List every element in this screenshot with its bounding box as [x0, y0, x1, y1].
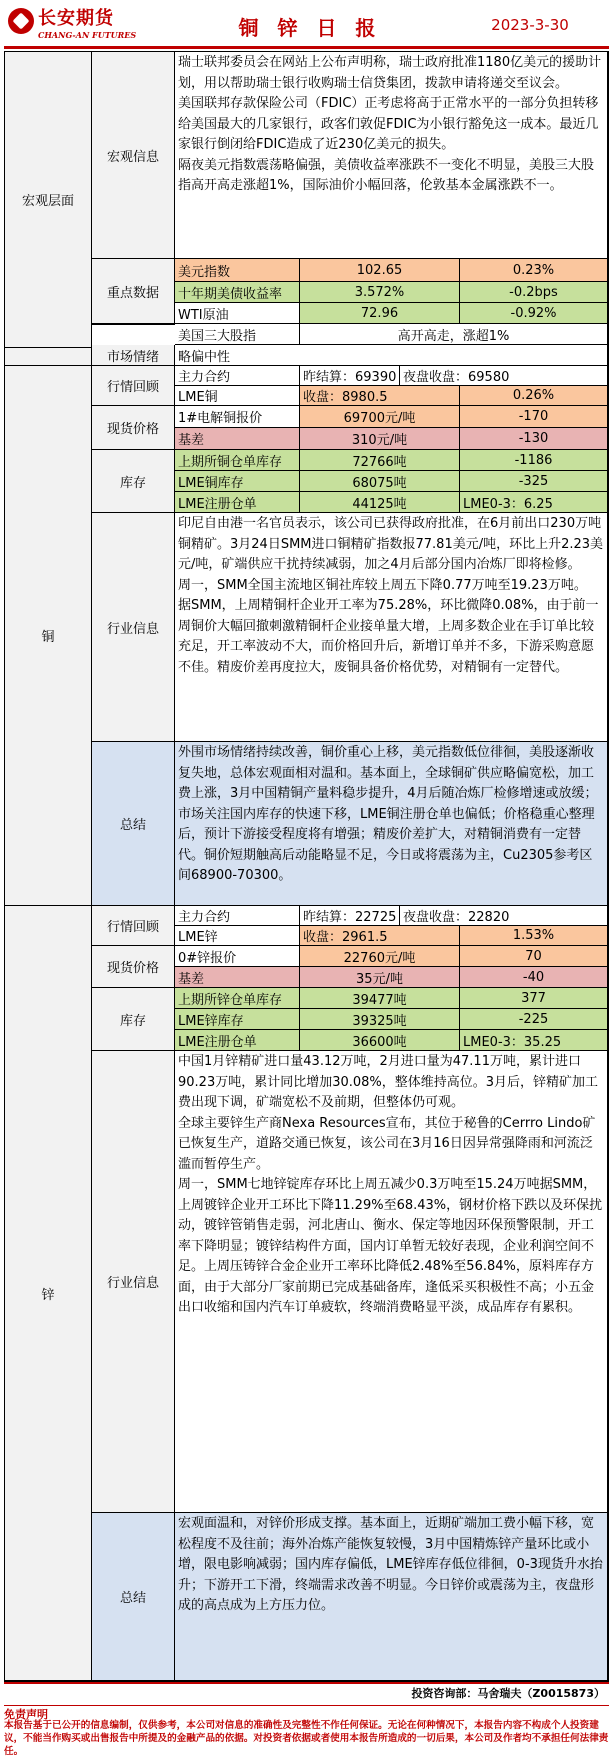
zinc-spot-name: 0#锌报价	[175, 946, 300, 967]
macro-news	[175, 52, 608, 259]
zinc-industry-item: 周一，SMM七地锌锭库存环比上周五减少0.3万吨至15.24万吨据SMM，上周镀锌企业开工环比下降11.29%至68.43%，钢材价格下跌以及环保扰动，镀锌管销售走弱，河北唐山、衡水、保定等地因环保预警限制，开工率下降明显；镀锌结构件方面，国内订单暂无较好表现，企业利润空间不足。上周压铸锌合金企业开工率环比降低2.48%至56.84%，原料库存方面，由于大部分厂家前期已完成基础备库，逢低采买积极性不高；小五金出口收缩和国内汽车订单疲软，终端消费略显平淡，成品库存有累积。	[178, 1177, 603, 1315]
key-data-value: 102.65	[300, 259, 460, 282]
zinc-prev-settle: 昨结算：22725	[300, 906, 400, 926]
key-data-value: 72.96	[300, 303, 460, 324]
zinc-contract-label: 主力合约	[175, 906, 300, 926]
copper-industry-news	[175, 513, 608, 742]
report-date: 2023-3-30	[491, 16, 569, 34]
copper-stock-change: -1186	[460, 450, 608, 471]
copper-industry-item: 印尼自由港一名官员表示，该公司已获得政府批准，在6月前出口230万吨铜精矿。3月24日SMM进口铜精矿指数报77.81美元/吨，环比上升2.23美元/吨，矿端供应干扰持续减弱，加之4月后部分国内冶炼厂即将检修。	[178, 516, 604, 572]
key-data-label: 重点数据	[92, 259, 175, 324]
copper-lme-change: 0.26%	[460, 386, 608, 406]
copper-industry-item: 据SMM，上周精铜杆企业开工率为75.28%，环比微降0.08%，由于前一周铜价大幅回撤刺激精铜杆企业接单量大增，上周多数企业在手订单比较充足，开工率波动不大，而价格回升后，新增订单并不多，下游采购意愿不佳。精废价差再度拉大，废铜具备价格优势，对精铜有一定替代。	[178, 598, 599, 675]
copper-spot-label: 现货价格	[92, 406, 175, 450]
zinc-night-close: 夜盘收盘：22820	[400, 906, 608, 926]
copper-lme-spread: LME0-3：6.25	[460, 492, 608, 513]
company-logo-icon	[8, 8, 34, 34]
copper-stock-name: 上期所铜仓单库存	[175, 450, 300, 471]
disclaimer-title: 免责声明	[4, 1708, 48, 1721]
zinc-stock-name: 上期所锌仓单库存	[175, 988, 300, 1009]
copper-prev-settle: 昨结算：69390	[300, 366, 400, 386]
copper-contract-label: 主力合约	[175, 366, 300, 386]
copper-basis-name: 基差	[175, 428, 300, 450]
report-table	[4, 51, 609, 1682]
report-header	[0, 0, 613, 50]
copper-basis-value: 310元/吨	[300, 428, 460, 450]
header-divider	[4, 46, 609, 49]
key-data-name: WTI原油	[175, 303, 300, 324]
zinc-summary: 宏观面温和，对锌价形成支撑。基本面上，近期矿端加工费小幅下移，宽松程度不及往前；海外冶炼产能恢复较慢，3月中国精炼锌产量环比或小增，限电影响减弱；国内库存偏低，LME锌库存低位徘徊，0-3现货升水抬升；下游开工下滑，终端需求改善不明显。今日锌价或震荡为主，夜盘形成的高点成为上方压力位。	[175, 1513, 608, 1681]
copper-spot-price: 69700元/吨	[300, 406, 460, 428]
copper-quote-label: 行情回顾	[92, 366, 175, 406]
sentiment-value: 略偏中性	[175, 345, 608, 366]
copper-stock-name: LME注册仓单	[175, 492, 300, 513]
zinc-spot-price: 22760元/吨	[300, 946, 460, 967]
copper-stock-value: 44125吨	[300, 492, 460, 513]
zinc-industry-item: 中国1月锌精矿进口量43.12万吨，2月进口量为47.11万吨，累计进口90.23万吨，累计同比增加30.08%，整体维持高位。3月后，锌精矿加工费出现下调，矿端宽松不及前期，但整体仍可观。	[178, 1054, 599, 1110]
zinc-lme-spread: LME0-3：35.25	[460, 1030, 608, 1051]
zinc-stock-value: 39325吨	[300, 1009, 460, 1030]
copper-industry-label: 行业信息	[92, 513, 175, 742]
zinc-spot-label: 现货价格	[92, 946, 175, 988]
copper-spot-name: 1#电解铜报价	[175, 406, 300, 428]
key-data-value: 3.572%	[300, 282, 460, 303]
zinc-industry-news	[175, 1051, 608, 1513]
copper-stock-label: 库存	[92, 450, 175, 513]
zinc-spot-change: 70	[460, 946, 608, 967]
sentiment-label: 市场情绪	[92, 345, 175, 366]
key-data-change: -0.92%	[460, 303, 608, 324]
key-data-name: 美元指数	[175, 259, 300, 282]
zinc-stock-value: 39477吨	[300, 988, 460, 1009]
copper-industry-item: 周一，SMM全国主流地区铜社库较上周五下降0.77万吨至19.23万吨。	[178, 577, 587, 593]
copper-stock-value: 72766吨	[300, 450, 460, 471]
zinc-industry-label: 行业信息	[92, 1051, 175, 1513]
macro-news-item: 隔夜美元指数震荡略偏强，美债收益率涨跌不一变化不明显，美股三大股指高开高走涨超1%，国际油价小幅回落，伦敦基本金属涨跌不一。	[178, 157, 595, 193]
copper-lme-name: LME铜	[175, 386, 300, 406]
key-data-name: 十年期美债收益率	[175, 282, 300, 303]
zinc-lme-close: 收盘：2961.5	[300, 926, 460, 946]
macro-news-label: 宏观信息	[92, 52, 175, 259]
copper-stock-value: 68075吨	[300, 471, 460, 492]
disclaimer-divider	[4, 1705, 609, 1706]
us-index-value: 高开高走，涨超1%	[300, 324, 608, 345]
zinc-stock-change: -225	[460, 1009, 608, 1030]
zinc-stock-label: 库存	[92, 988, 175, 1051]
section-macro: 宏观层面	[5, 52, 92, 348]
analyst-credit: 投资咨询部：马舍瑞夫（Z0015873）	[411, 1687, 605, 1700]
zinc-stock-value: 36600吨	[300, 1030, 460, 1051]
zinc-stock-change: 377	[460, 988, 608, 1009]
key-data-change: -0.2bps	[460, 282, 608, 303]
copper-stock-name: LME铜库存	[175, 471, 300, 492]
section-copper: 铜	[5, 366, 92, 906]
zinc-basis-change: -40	[460, 967, 608, 988]
us-index-name: 美国三大股指	[175, 324, 300, 345]
copper-stock-change: -325	[460, 471, 608, 492]
disclaimer-text: 本报告基于已公开的信息编制，仅供参考，本公司对信息的准确性及完整性不作任何保证。无论在何种情况下，本报告内容不构成个人投资建议，不能当作购买或出售报告中所提及的金融产品的依据。对投资者依据或者使用本报告所造成的一切后果，本公司及作者均不承担任何法律责任。	[4, 1720, 609, 1757]
copper-summary: 外围市场情绪持续改善，铜价重心上移，美元指数低位徘徊，美股逐渐收复失地，总体宏观面相对温和。基本面上，全球铜矿供应略偏宽松，加工费上涨，3月中国精铜产量料稳步提升，4月后随冶炼厂检修增速或放缓；市场关注国内库存的快速下移，LME铜注册仓单也偏低；价格稳重心整理后，预计下游接受程度将有增强；精废价差扩大，对精铜消费有一定替代。铜价短期触高后动能略显不足，今日或将震荡为主，Cu2305参考区间68900-70300。	[175, 742, 608, 906]
zinc-basis-value: 35元/吨	[300, 967, 460, 988]
zinc-lme-change: 1.53%	[460, 926, 608, 946]
zinc-stock-name: LME锌库存	[175, 1009, 300, 1030]
company-name-cn: 长安期货	[38, 8, 114, 29]
macro-news-item: 美国联邦存款保险公司（FDIC）正考虑将高于正常水平的一部分负担转移给美国最大的几家银行，政客们敦促FDIC为小银行豁免这一成本。最近几家银行倒闭给FDIC造成了近230亿美元的损失。	[178, 96, 599, 152]
zinc-lme-name: LME锌	[175, 926, 300, 946]
zinc-stock-name: LME注册仓单	[175, 1030, 300, 1051]
macro-news-item: 瑞士联邦委员会在网站上公布声明称，瑞士政府批准1180亿美元的援助计划，用以帮助瑞士银行收购瑞士信贷集团，拨款申请将递交至议会。	[178, 55, 602, 91]
section-zinc: 锌	[5, 906, 92, 1681]
zinc-summary-label: 总结	[92, 1513, 175, 1681]
company-name-en: CHANG-AN FUTURES	[38, 30, 137, 40]
zinc-quote-label: 行情回顾	[92, 906, 175, 946]
report-title: 铜 锌 日 报	[238, 16, 382, 40]
copper-lme-close: 收盘：8980.5	[300, 386, 460, 406]
copper-basis-change: -130	[460, 428, 608, 450]
zinc-industry-item: 全球主要锌生产商Nexa Resources宣布，其位于秘鲁的Cerrro Lindo矿已恢复生产，道路交通已恢复，该公司在3月16日因异常强降雨和河流泛滥而暂停生产。	[178, 1115, 596, 1172]
zinc-basis-name: 基差	[175, 967, 300, 988]
key-data-change: 0.23%	[460, 259, 608, 282]
copper-summary-label: 总结	[92, 742, 175, 906]
copper-spot-change: -170	[460, 406, 608, 428]
copper-night-close: 夜盘收盘：69580	[400, 366, 608, 386]
